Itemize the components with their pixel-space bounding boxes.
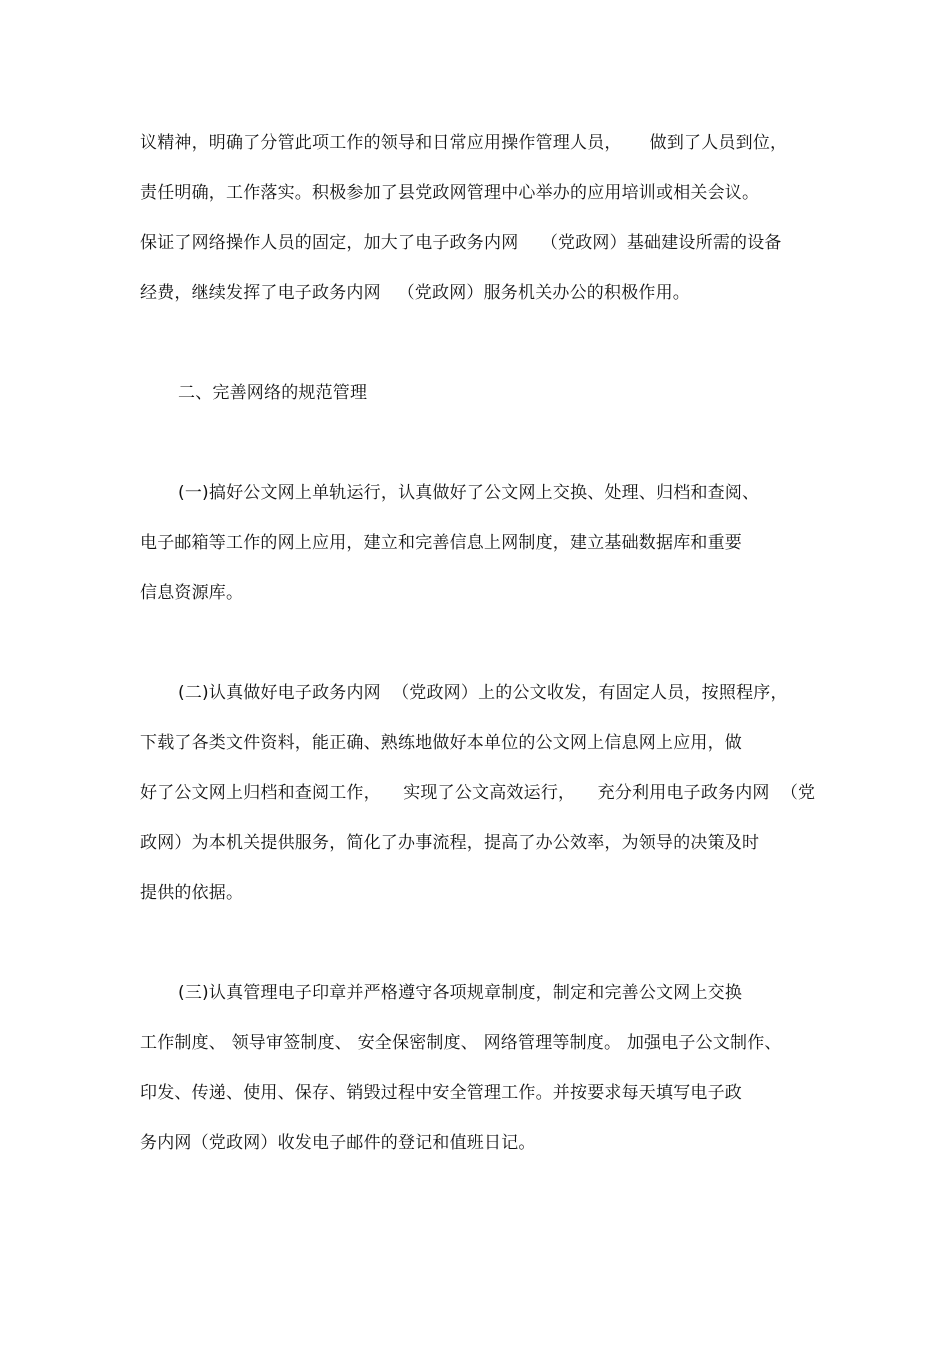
- paragraph-1-line-2: 责任明确，工作落实。积极参加了县党政网管理中心举办的应用培训或相关会议。: [140, 183, 760, 203]
- item-3-line-3: 印发、传递、使用、保存、销毁过程中安全管理工作。并按要求每天填写电子政: [140, 1083, 742, 1103]
- item-1-line-1: (一)搞好公文网上单轨运行，认真做好了公文网上交换、处理、归档和查阅、: [178, 483, 760, 503]
- item-2-line-4: 政网）为本机关提供服务，简化了办事流程，提高了办公效率，为领导的决策及时: [140, 833, 760, 853]
- item-3-line-2: 工作制度、 领导审签制度、 安全保密制度、 网络管理等制度。 加强电子公文制作、: [140, 1033, 782, 1053]
- item-3-line-4: 务内网（党政网）收发电子邮件的登记和值班日记。: [140, 1133, 536, 1153]
- paragraph-1-line-1: 议精神，明确了分管此项工作的领导和日常应用操作管理人员， 做到了人员到位，: [140, 133, 788, 153]
- item-3-line-1: (三)认真管理电子印章并严格遵守各项规章制度，制定和完善公文网上交换: [178, 983, 743, 1003]
- paragraph-1-line-3: 保证了网络操作人员的固定，加大了电子政务内网 （党政网）基础建设所需的设备: [140, 233, 782, 253]
- paragraph-1-line-4: 经费，继续发挥了电子政务内网 （党政网）服务机关办公的积极作用。: [140, 283, 691, 303]
- item-2-line-1: (二)认真做好电子政务内网 （党政网）上的公文收发，有固定人员，按照程序，: [178, 683, 788, 703]
- item-2-line-5: 提供的依据。: [140, 883, 244, 903]
- section-heading: 二、完善网络的规范管理: [178, 383, 368, 403]
- item-2-line-3: 好了公文网上归档和查阅工作， 实现了公文高效运行， 充分利用电子政务内网 （党: [140, 783, 816, 803]
- item-1-line-2: 电子邮箱等工作的网上应用，建立和完善信息上网制度，建立基础数据库和重要: [140, 533, 742, 553]
- item-2-line-2: 下载了各类文件资料，能正确、熟练地做好本单位的公文网上信息网上应用，做: [140, 733, 742, 753]
- item-1-line-3: 信息资源库。: [140, 583, 244, 603]
